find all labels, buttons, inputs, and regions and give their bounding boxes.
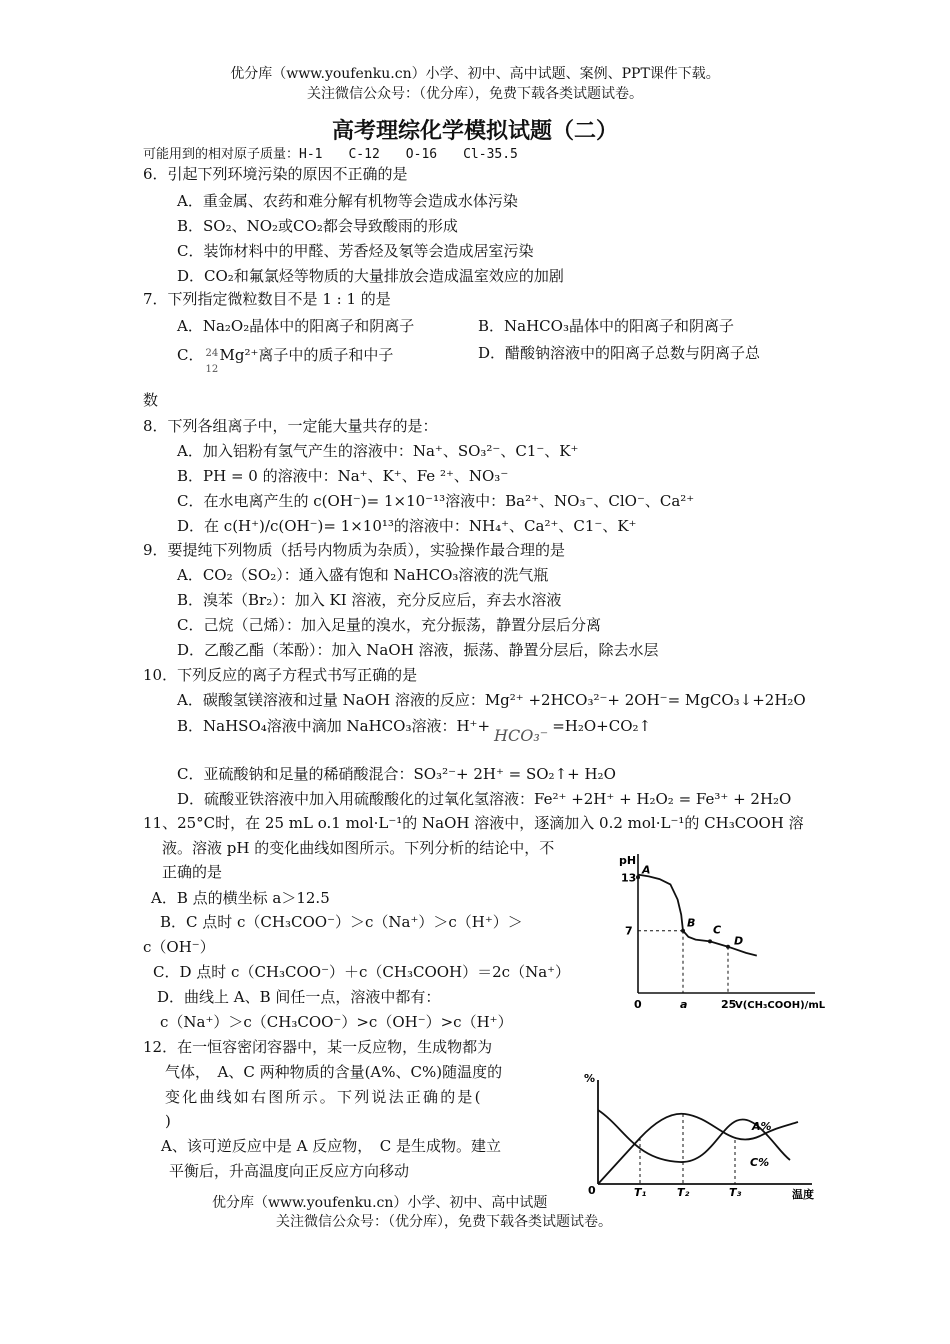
q8-option-d: D．在 c(H⁺)/c(OH⁻)= 1×10¹³的溶液中：NH₄⁺、Ca²⁺、C1⁻、K⁺ <box>177 517 637 535</box>
q9-stem: 9．要提纯下列物质（括号内物质为杂质），实验操作最合理的是 <box>143 541 566 559</box>
header-line-1: 优分库（www.youfenku.cn）小学、初中、高中试题、案例、PPT课件下载。 <box>230 66 720 82</box>
x-tick-t1: T₁ <box>634 1186 647 1199</box>
y-axis-label: % <box>584 1072 596 1085</box>
q9-option-c: C．己烷（己烯）：加入足量的溴水，充分振荡，静置分层后分离 <box>177 616 601 634</box>
q10-option-d: D．硫酸亚铁溶液中加入用硫酸酸化的过氧化氢溶液：Fe²⁺ +2H⁺ + H₂O₂ = Fe³⁺ + 2H₂O <box>177 790 792 808</box>
q10-stem: 10．下列反应的离子方程式书写正确的是 <box>143 666 418 684</box>
x-tick-0: 0 <box>588 1184 596 1197</box>
q11-option-d-continued: c（Na⁺）＞c（CH₃COO⁻）>c（OH⁻）>c（H⁺） <box>160 1013 513 1031</box>
footer-line-1: 优分库（www.youfenku.cn）小学、初中、高中试题 <box>212 1195 548 1211</box>
atomic-masses: 可能用到的相对原子质量：H-1 C-12 O-16 Cl-35.5 <box>143 147 518 162</box>
q9-option-b: B．溴苯（Br₂）：加入 KI 溶液，充分反应后，弃去水溶液 <box>177 591 562 609</box>
q9-option-d: D．乙酸乙酯（苯酚）：加入 NaOH 溶液，振荡、静置分层后，除去水层 <box>177 641 659 659</box>
nuclide-notation: 24 12 <box>205 348 219 375</box>
page-title: 高考理综化学模拟试题（二） <box>331 119 618 144</box>
y-axis-label: pH <box>619 854 637 867</box>
point-b-label: B <box>687 916 696 930</box>
bicarbonate-ion: HCO₃⁻ <box>494 726 549 745</box>
point-c-label: C <box>713 923 722 937</box>
q8-option-a: A．加入铝粉有氢气产生的溶液中：Na⁺、SO₃²⁻、C1⁻、K⁺ <box>177 442 579 460</box>
q7-stem: 7．下列指定微粒数目不是 1 : 1 的是 <box>143 290 391 308</box>
header-line-2: 关注微信公众号：（优分库），免费下载各类试题试卷。 <box>307 86 643 102</box>
q7-option-b: B．NaHCO₃晶体中的阳离子和阴离子 <box>478 317 734 335</box>
q11-option-b: B．C 点时 c（CH₃COO⁻）＞c（Na⁺）＞c（H⁺）＞ <box>160 913 523 931</box>
q7-option-c: C． 24 12 Mg²⁺离子中的质子和中子 <box>177 346 394 375</box>
q6-stem: 6．引起下列环境污染的原因不正确的是 <box>143 165 408 183</box>
x-tick-t3: T₃ <box>729 1186 742 1199</box>
point-b <box>681 929 685 933</box>
q11-stem-1: 11、25°C时，在 25 mL o.1 mol·L⁻¹的 NaOH 溶液中，逐滴加入 0.2 mol·L⁻¹的 CH₃COOH 溶 <box>143 814 804 832</box>
q6-option-a: A．重金属、农药和难分解有机物等会造成水体污染 <box>177 192 518 210</box>
y-tick-7: 7 <box>625 924 633 938</box>
q8-option-b: B．PH = 0 的溶液中：Na⁺、K⁺、Fe ²⁺、NO₃⁻ <box>177 467 509 485</box>
x-tick-t2: T₂ <box>677 1186 690 1199</box>
point-d-label: D <box>734 934 744 948</box>
q10-option-c: C．亚硫酸钠和足量的稀硝酸混合：SO₃²⁻+ 2H⁺ = SO₂↑+ H₂O <box>177 765 616 783</box>
ph-titration-chart <box>615 848 845 1018</box>
q10-option-b: B．NaHSO₄溶液中滴加 NaHCO₃溶液：H⁺+ HCO₃⁻ =H₂O+CO₂↑ <box>177 717 652 745</box>
x-axis-label: 温度 <box>792 1188 814 1201</box>
q12-stem-1: 12．在一恒容密闭容器中，某一反应物，生成物都为 <box>143 1038 493 1056</box>
x-axis-label: V(CH₃COOH)/mL <box>735 1000 826 1011</box>
q7-option-d: D．醋酸钠溶液中的阳离子总数与阴离子总 <box>478 344 761 362</box>
point-c <box>708 939 712 943</box>
point-a <box>636 875 640 879</box>
q12-option-a-continued: 平衡后，升高温度向正反应方向移动 <box>169 1162 410 1180</box>
q6-option-d: D．CO₂和氟氯烃等物质的大量排放会造成温室效应的加剧 <box>177 267 564 285</box>
q8-option-c: C．在水电离产生的 c(OH⁻)= 1×10⁻¹³溶液中：Ba²⁺、NO₃⁻、ClO⁻、Ca²⁺ <box>177 492 695 510</box>
legend-a-percent: A% <box>752 1120 772 1133</box>
x-tick-25: 25 <box>721 998 737 1011</box>
q6-option-b: B．SO₂、NO₂或CO₂都会导致酸雨的形成 <box>177 217 458 235</box>
temperature-content-chart <box>580 1068 835 1203</box>
q11-stem-3: 正确的是 <box>162 863 223 881</box>
q11-option-c: C．D 点时 c（CH₃COO⁻）＋c（CH₃COOH）＝2c（Na⁺） <box>153 963 571 981</box>
y-tick-13: 13 <box>621 871 637 885</box>
q8-stem: 8．下列各组离子中，一定能大量共存的是： <box>143 417 438 435</box>
point-d <box>726 945 730 949</box>
q11-option-b-continued: c（OH⁻） <box>143 938 215 956</box>
q11-stem-2: 液。溶液 pH 的变化曲线如图所示。下列分析的结论中，不 <box>162 839 555 857</box>
q6-option-c: C．装饰材料中的甲醛、芳香烃及氡等会造成居室污染 <box>177 242 534 260</box>
x-tick-0: 0 <box>634 998 642 1011</box>
q11-option-a: A．B 点的横坐标 a＞12.5 <box>151 889 330 907</box>
x-tick-a: a <box>680 998 688 1011</box>
q12-stem-4: ) <box>165 1112 171 1130</box>
point-a-label: A <box>642 863 651 877</box>
q11-option-d: D．曲线上 A、B 间任一点，溶液中都有： <box>157 988 441 1006</box>
q12-stem-3: 变化曲线如右图所示。下列说法正确的是( <box>165 1088 483 1106</box>
q7-option-a: A．Na₂O₂晶体中的阳离子和阴离子 <box>177 317 415 335</box>
q12-option-a: A、该可逆反应中是 A 反应物， C 是生成物。建立 <box>161 1137 501 1155</box>
q10-option-a: A．碳酸氢镁溶液和过量 NaOH 溶液的反应：Mg²⁺ +2HCO₃²⁻+ 2OH⁻= MgCO₃↓+2H₂O <box>177 691 806 709</box>
q12-stem-2: 气体， A、C 两种物质的含量(A%、C%)随温度的 <box>165 1063 503 1081</box>
footer-line-2: 关注微信公众号：（优分库），免费下载各类试题试卷。 <box>276 1214 612 1230</box>
legend-c-percent: C% <box>750 1156 770 1169</box>
q9-option-a: A．CO₂（SO₂）：通入盛有饱和 NaHCO₃溶液的洗气瓶 <box>177 566 549 584</box>
q7-option-d-continued: 数 <box>143 391 159 409</box>
